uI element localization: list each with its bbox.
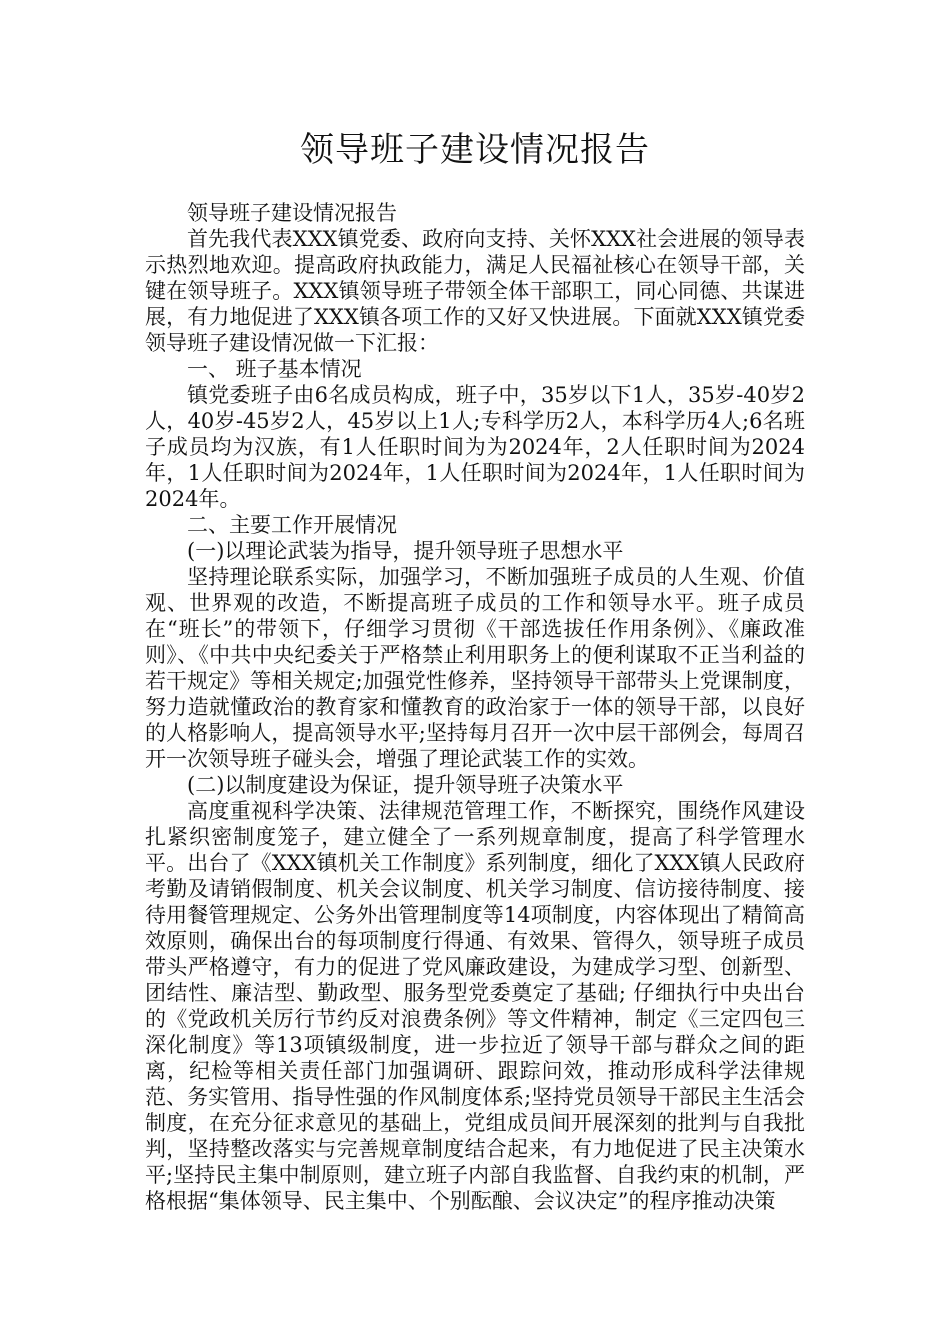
section-heading-1: 一、 班子基本情况 bbox=[187, 357, 362, 381]
paragraph-theory: 坚持理论联系实际，加强学习，不断加强班子成员的人生观、价值观、世界观的改造，不断提高班子成员的工作和领导水平。班子成员在“班长”的带领下，仔细学习贯彻《干部选拔任作用条例》、《廉政准则》、《中共中央纪委关于严格禁止利用职务上的便利谋取不正当利益的若干规定》等相关规定;加强党性修养，坚持领导干部带头上党课制度，努力造就懂政治的教育家和懂教育的政治家于一体的领导干部，以良好的人格影响人，提高领导水平;坚持每月召开一次中层干部例会，每周召开一次领导班子碰头会，增强了理论武装工作的实效。 bbox=[145, 565, 805, 771]
subsection-heading-2: (二)以制度建设为保证，提升领导班子决策水平 bbox=[187, 773, 624, 797]
paragraph-intro: 首先我代表XXX镇党委、政府向支持、关怀XXX社会进展的领导表示热烈地欢迎。提高政府执政能力，满足人民福祉核心在领导干部，关键在领导班子。XXX镇领导班子带领全体干部职工，同心同德、共谋进展，有力地促进了XXX镇各项工作的又好又快进展。下面就XXX镇党委领导班子建设情况做一下汇报： bbox=[145, 227, 805, 355]
document-title: 领导班子建设情况报告 bbox=[300, 130, 650, 170]
paragraph-heading-repeat: 领导班子建设情况报告 bbox=[187, 201, 397, 225]
paragraph-system: 高度重视科学决策、法律规范管理工作，不断探究，围绕作风建设扎紧织密制度笼子，建立健全了一系列规章制度，提高了科学管理水平。出台了《XXX镇机关工作制度》系列制度，细化了XXX镇人民政府考勤及请销假制度、机关会议制度、机关学习制度、信访接待制度、接待用餐管理规定、公务外出管理制度等14项制度，内容体现出了精简高效原则，确保出台的每项制度行得通、有效果、管得久，领导班子成员带头严格遵守，有力的促进了党风廉政建设，为建成学习型、创新型、团结性、廉洁型、勤政型、服务型党委奠定了基础; 仔细执行中央出台的《党政机关厉行节约反对浪费条例》等文件精神，制定《三定四包三深化制度》等13项镇级制度，进一步拉近了领导干部与群众之间的距离，纪检等相关责任部门加强调研、跟踪问效，推动形成科学法律规范、务实管用、指导性强的作风制度体系;坚持党员领导干部民主生活会制度，在充分征求意见的基础上，党组成员间开展深刻的批判与自我批判，坚持整改落实与完善规章制度结合起来，有力地促进了民主决策水平;坚持民主集中制原则，建立班子内部自我监督、自我约束的机制，严格根据“集体领导、民主集中、个别酝酿、会议决定”的程序推动决策 bbox=[145, 799, 805, 1213]
section-heading-2: 二、主要工作开展情况 bbox=[187, 513, 397, 537]
document-page bbox=[145, 128, 805, 1214]
paragraph-members: 镇党委班子由6名成员构成，班子中，35岁以下1人，35岁-40岁2人，40岁-45岁2人，45岁以上1人;专科学历2人，本科学历4人;6名班子成员均为汉族，有1人任职时间为为2024年，2人任职时间为2024年，1人任职时间为2024年，1人任职时间为2024年，1人任职时间为2024年。 bbox=[145, 383, 805, 511]
subsection-heading-1: (一)以理论武装为指导，提升领导班子思想水平 bbox=[187, 539, 624, 563]
